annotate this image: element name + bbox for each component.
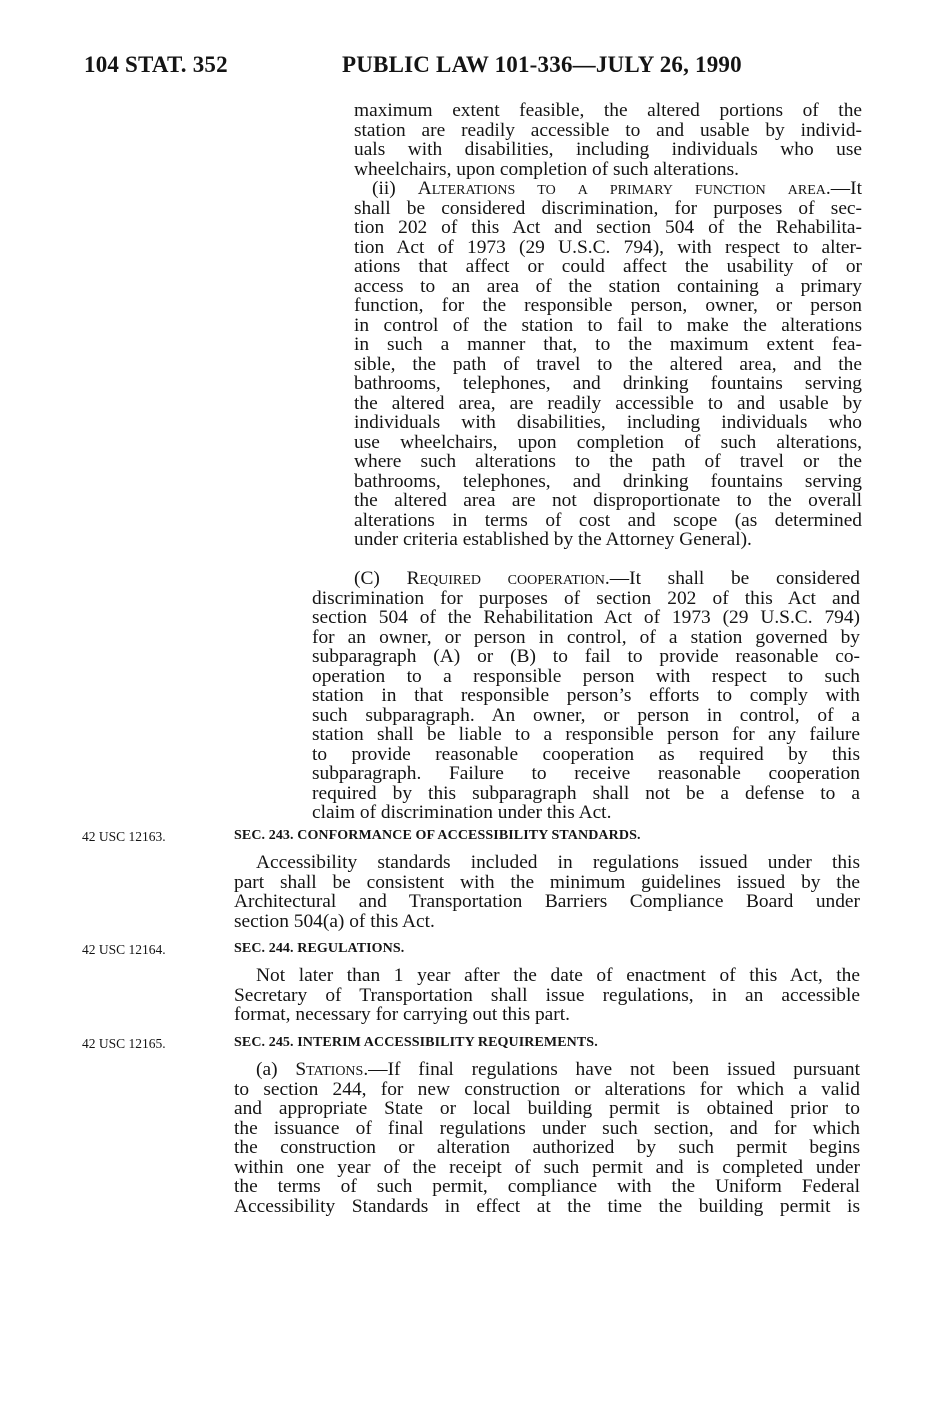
text-line: part shall be consistent with the minimum guidelines issued by the xyxy=(234,871,860,893)
text-line: use wheelchairs, upon completion of such alterations, xyxy=(354,431,862,453)
text-line: the terms of such permit, compliance with the Uniform Federal xyxy=(234,1176,860,1197)
usc-margin-note: 42 USC 12163. xyxy=(82,829,166,844)
subsection-heading: Stations. xyxy=(295,1059,369,1080)
text-line: station are readily accessible to and usable by individ- xyxy=(354,119,862,141)
text-line xyxy=(354,179,862,199)
section-243-text xyxy=(234,853,860,931)
stat-page-number: 104 STAT. 352 xyxy=(84,52,228,77)
section-heading: SEC. 244. REGULATIONS. xyxy=(234,941,405,956)
text-line: section 504 of the Rehabilitation Act of 1973 (29 U.S.C. 794) xyxy=(312,607,860,628)
text-line: subparagraph. Failure to receive reasonable cooperation xyxy=(312,763,860,784)
paragraph-required-cooperation xyxy=(312,569,860,823)
text-line: subparagraph (A) or (B) to fail to provide reasonable co- xyxy=(312,646,860,667)
text-line: for an owner, or person in control, of a station governed by xyxy=(312,626,860,648)
text-line: operation to a responsible person with respect to such xyxy=(312,665,860,687)
text-line: Secretary of Transportation shall issue regulations, in an accessible xyxy=(234,984,860,1006)
text-line: alterations in terms of cost and scope (as determined xyxy=(354,509,862,531)
section-heading: SEC. 243. CONFORMANCE OF ACCESSIBILITY STANDARDS. xyxy=(234,828,641,843)
text-line: format, necessary for carrying out this part. xyxy=(234,1004,570,1025)
text-line: station shall be liable to a responsible person for any failure xyxy=(312,724,860,745)
clause-heading: Alterations to a primary function area. xyxy=(417,178,831,199)
clause-number: (C) xyxy=(354,568,407,589)
text-line: to section 244, for new construction or alterations for which a valid xyxy=(234,1078,860,1100)
clause-text: —It shall be considered xyxy=(609,568,860,589)
clause-number: (ii) xyxy=(372,178,418,199)
text-line: individuals with disabilities, including individuals who xyxy=(354,412,862,433)
subsection-number: (a) xyxy=(256,1059,296,1080)
text-line: ations that affect or could affect the usability of or xyxy=(354,256,862,277)
text-line: bathrooms, telephones, and drinking fountains serving xyxy=(354,373,862,394)
section-244-text xyxy=(234,966,860,1025)
text-line: tion 202 of this Act and section 504 of the Rehabilita- xyxy=(354,217,862,238)
clause-text: —It xyxy=(830,178,862,199)
text-line: Not later than 1 year after the date of enactment of this Act, the xyxy=(256,965,860,986)
text-line: and appropriate State or local building permit is obtained prior to xyxy=(234,1098,860,1119)
text-line: such subparagraph. An owner, or person in control, of a xyxy=(312,704,860,726)
text-line: section 504(a) of this Act. xyxy=(234,910,435,932)
text-line: within one year of the receipt of such permit and is completed under xyxy=(234,1156,860,1178)
text-line: in control of the station to fail to make the alterations xyxy=(354,314,862,336)
text-line: claim of discrimination under this Act. xyxy=(312,802,612,823)
subsection-text: —If final regulations have not been issued pursuant xyxy=(368,1059,860,1080)
paragraph-alterations-primary-function xyxy=(354,179,862,550)
text-line: in such a manner that, to the maximum extent fea- xyxy=(354,334,862,355)
text-line: discrimination for purposes of section 202 of this Act and xyxy=(312,587,860,609)
clause-heading: Required cooperation. xyxy=(406,568,610,589)
text-line: the construction or alteration authorized by such permit begins xyxy=(234,1137,860,1158)
section-245-text xyxy=(234,1060,860,1216)
paragraph-continuation xyxy=(354,101,862,179)
text-line: uals with disabilities, including individuals who use xyxy=(354,139,862,160)
text-line xyxy=(234,1060,860,1080)
text-line: Accessibility Standards in effect at the time the building permit is xyxy=(234,1195,860,1217)
text-line: tion Act of 1973 (29 U.S.C. 794), with respect to alter- xyxy=(354,236,862,258)
usc-margin-note: 42 USC 12165. xyxy=(82,1036,166,1051)
text-line: sible, the path of travel to the altered area, and the xyxy=(354,353,862,375)
usc-margin-note: 42 USC 12164. xyxy=(82,942,166,957)
text-line: shall be considered discrimination, for purposes of sec- xyxy=(354,197,862,219)
text-line: Accessibility standards included in regulations issued under this xyxy=(256,852,860,873)
page-header xyxy=(0,52,948,88)
text-line: the issuance of final regulations under such section, and for which xyxy=(234,1117,860,1139)
text-line: the altered area, are readily accessible to and usable by xyxy=(354,392,862,414)
text-line: station in that responsible person’s efforts to comply with xyxy=(312,685,860,706)
text-line: wheelchairs, upon completion of such alterations. xyxy=(354,158,740,180)
section-heading: SEC. 245. INTERIM ACCESSIBILITY REQUIREMENTS. xyxy=(234,1035,598,1050)
text-line: where such alterations to the path of travel or the xyxy=(354,451,862,472)
text-line: Architectural and Transportation Barriers Compliance Board under xyxy=(234,891,860,912)
text-line: function, for the responsible person, owner, or person xyxy=(354,295,862,316)
text-line: under criteria established by the Attorney General). xyxy=(354,529,752,550)
text-line: to provide reasonable cooperation as required by this xyxy=(312,743,860,765)
text-line: required by this subparagraph shall not be a defense to a xyxy=(312,782,860,804)
public-law-title: PUBLIC LAW 101-336—JULY 26, 1990 xyxy=(342,52,742,77)
text-line: maximum extent feasible, the altered portions of the xyxy=(354,100,862,121)
text-line: the altered area are not disproportionate to the overall xyxy=(354,490,862,511)
text-line: access to an area of the station containing a primary xyxy=(354,275,862,297)
text-line xyxy=(312,569,860,589)
text-line: bathrooms, telephones, and drinking fountains serving xyxy=(354,470,862,492)
